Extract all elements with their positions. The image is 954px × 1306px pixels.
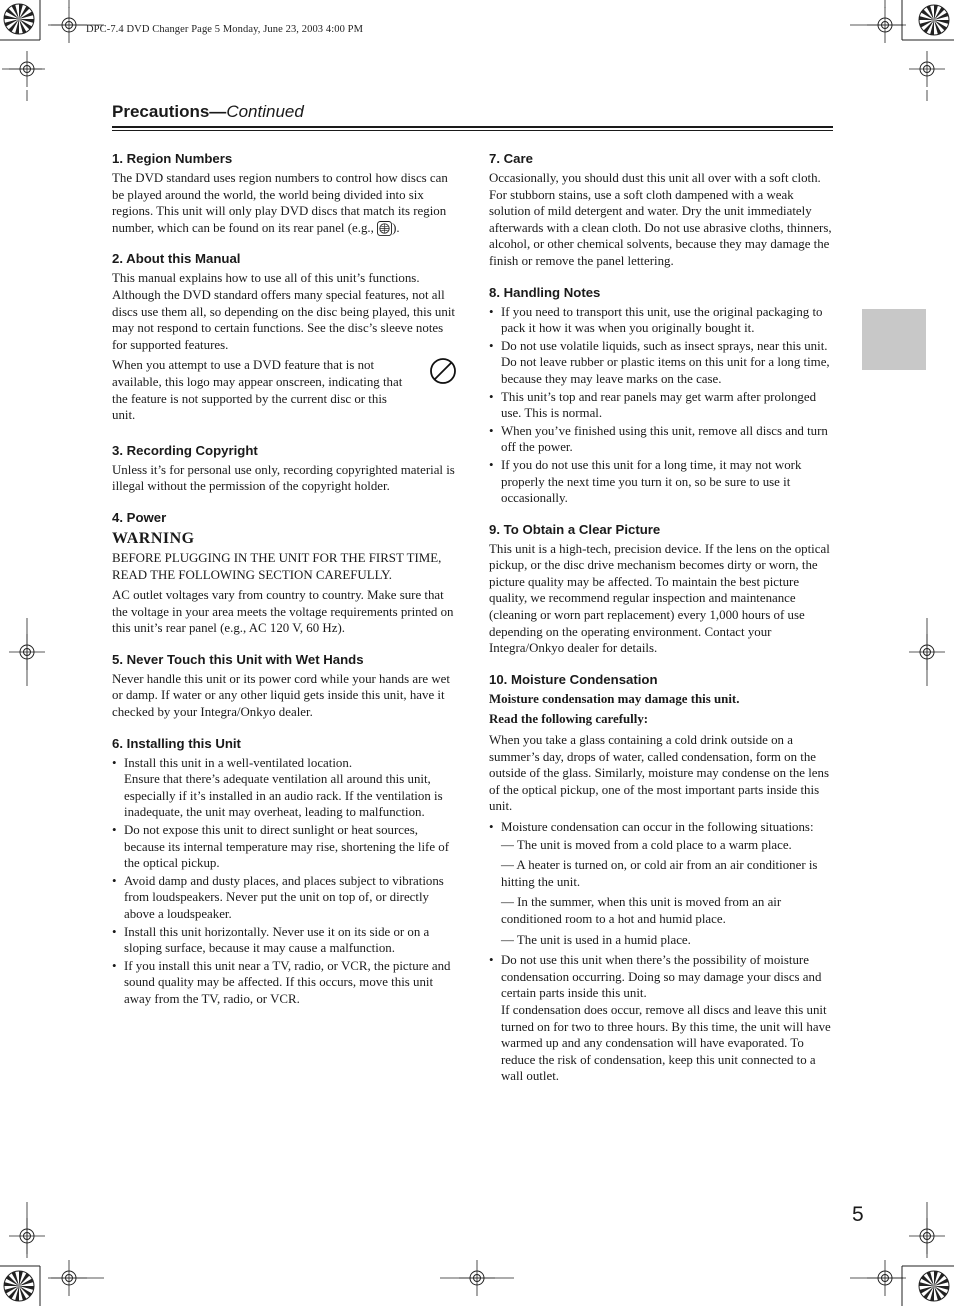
heading-moisture: 10. Moisture Condensation	[489, 671, 658, 687]
prohibited-icon	[429, 357, 457, 385]
moisture-situation-2: — A heater is turned on, or cold air from an air conditioner is hitting the unit.	[501, 858, 818, 889]
moisture-b2-sub: If condensation does occur, remove all discs and leave this unit turned on for two to three hours. By this time, the unit will have warmed up and any condensation will have evaporated. To reduce the risk of condensation, keep this unit connected to a wall outlet.	[501, 1002, 831, 1084]
region-numbers-text	[112, 170, 457, 236]
list-item	[489, 952, 835, 1085]
clear-picture-p1: This unit is a high-tech, precision device. If the lens on the optical pickup, or the disc drive mechanism becomes dirty or worn, the picture quality may be affected. To maintain the best picture quality, we recommend regular inspection and maintenance (cleaning or worn part replacement) every 1,000 hours of use depending on the operating environment. Contact your Integra/Onkyo dealer for details.	[489, 541, 830, 656]
list-item: • Do not expose this unit to direct sunlight or heat sources, because its internal temperature may rise, shortening the life of the optical pickup.	[112, 822, 457, 872]
right-column	[489, 150, 835, 1099]
moisture-bold-2: Read the following carefully:	[489, 712, 649, 727]
recording-copyright-p1: Unless it’s for personal use only, recording copyrighted material is illegal without the permission of the copyright holder.	[112, 462, 455, 494]
section-clear-picture	[489, 521, 835, 657]
about-manual-p1: This manual explains how to use all of this unit’s functions. Although the DVD standard offers many special features, not all discs use them all, so depending on the disc being played, this unit may not respond to certain functions. See the disc’s sleeve notes for supported features.	[112, 271, 455, 352]
list-item: • When you’ve finished using this unit, remove all discs and turn off the power.	[489, 423, 835, 456]
section-tab-marker	[862, 309, 926, 370]
moisture-situation-3: — In the summer, when this unit is moved from an air conditioned room to a hot and humid place.	[501, 895, 782, 926]
wet-hands-p1: Never handle this unit or its power cord while your hands are wet or damp. If water or any other liquid gets inside this unit, have it checked by your Integra/Onkyo dealer.	[112, 671, 450, 720]
warning-label: WARNING	[112, 529, 195, 547]
list-item	[112, 755, 457, 821]
heading-handling-notes: 8. Handling Notes	[489, 284, 601, 300]
handling-list	[489, 304, 835, 507]
page-number: 5	[852, 1203, 864, 1226]
heading-care: 7. Care	[489, 151, 533, 166]
region-text: The DVD standard uses region numbers to control how discs can be played around the world, the world being divided into six regions. This unit will only play DVD discs that match its region number, which can be found on its rear panel (e.g.,	[112, 171, 448, 235]
left-column	[112, 150, 457, 1022]
heading-region-numbers: 1. Region Numbers	[112, 151, 233, 166]
about-manual-p2: When you attempt to use a DVD feature that is not available, this logo may appear onscreen, indicating that the feature is not supported by the current disc or this unit.	[112, 358, 403, 423]
list-item: • Install this unit horizontally. Never use it on its side or on a sloping surface, because it may cause a malfunction.	[112, 924, 457, 957]
heading-about-manual: 2. About this Manual	[112, 251, 241, 267]
moisture-situation-4: — The unit is used in a humid place.	[501, 932, 691, 947]
section-recording-copyright	[112, 442, 457, 495]
section-power	[112, 509, 457, 637]
power-p2: AC outlet voltages vary from country to country. Make sure that the voltage in your area meets the voltage requirements printed on this unit’s rear panel (e.g., AC 120 V, 60 Hz).	[112, 588, 454, 636]
section-moisture	[489, 671, 835, 1085]
power-p1: BEFORE PLUGGING IN THE UNIT FOR THE FIRST TIME, READ THE FOLLOWING SECTION CAREFULLY.	[112, 550, 442, 582]
page-title	[112, 102, 304, 122]
section-installing	[112, 735, 457, 1008]
title-main: Precautions—	[112, 102, 227, 121]
unsupported-feature-row	[112, 357, 457, 427]
heading-wet-hands: 5. Never Touch this Unit with Wet Hands	[112, 651, 364, 667]
section-about-manual	[112, 250, 457, 427]
list-item: • Do not use volatile liquids, such as insect sprays, near this unit. Do not leave rubber or plastic items on this unit for a long time, because they may leave marks on the case.	[489, 338, 835, 388]
list-item: • If you need to transport this unit, use the original packaging to pack it how it was when you originally bought it.	[489, 304, 835, 337]
heading-installing: 6. Installing this Unit	[112, 735, 241, 751]
print-header: DPC-7.4 DVD Changer Page 5 Monday, June 23, 2003 4:00 PM	[86, 24, 364, 35]
heading-recording-copyright: 3. Recording Copyright	[112, 442, 258, 458]
moisture-p1: When you take a glass containing a cold drink outside on a summer’s day, drops of water, called condensation, form on the outside of the glass. Similarly, moisture may condense on the lens of the optical pickup, one of the most important parts inside this unit.	[489, 733, 829, 814]
title-rule-thick	[112, 126, 833, 128]
list-item: • If you install this unit near a TV, radio, or VCR, the picture and sound quality may be affected. If this occurs, move this unit away from the TV, radio, or VCR.	[112, 958, 457, 1008]
installing-list	[112, 755, 457, 1008]
section-care	[489, 150, 835, 270]
region-globe-icon	[377, 221, 392, 236]
list-item: • If you do not use this unit for a long time, it may not work properly the next time you turn it on, so be sure to use it occasionally.	[489, 457, 835, 507]
list-item: • Avoid damp and dusty places, and places subject to vibrations from loudspeakers. Never put the unit on top of, or directly above a loudspeaker.	[112, 873, 457, 923]
moisture-situation-1: — The unit is moved from a cold place to a warm place.	[501, 837, 792, 852]
moisture-b2: Do not use this unit when there’s the possibility of moisture condensation occurring. Doing so may damage your discs and certain parts inside this unit.	[501, 953, 822, 1001]
install-b1-sub: Ensure that there’s adequate ventilation all around this unit, especially if it’s installed in an audio rack. If the ventilation is inadequate, the unit may overheat, leading to malfunction.	[124, 772, 443, 820]
moisture-bold-1: Moisture condensation may damage this unit.	[489, 691, 740, 706]
title-continued: Continued	[226, 102, 304, 121]
list-item: • This unit’s top and rear panels may get warm after prolonged use. This is normal.	[489, 389, 835, 422]
moisture-b1: Moisture condensation can occur in the following situations:	[501, 820, 814, 834]
region-text-end: ).	[392, 220, 400, 235]
section-region-numbers	[112, 150, 457, 236]
list-item	[489, 819, 835, 948]
care-p1: Occasionally, you should dust this unit all over with a soft cloth. For stubborn stains, use a soft cloth dampened with a weak solution of mild detergent and water. Dry the unit immediately afterwards with a clean cloth. Do not use abrasive cloths, thinners, alcohol, or other chemical solvents, because they may damage the finish or remove the panel lettering.	[489, 171, 832, 268]
moisture-list	[489, 819, 835, 1085]
heading-power: 4. Power	[112, 509, 167, 525]
section-handling-notes	[489, 284, 835, 507]
title-rule-thin	[112, 130, 833, 131]
section-wet-hands	[112, 651, 457, 721]
heading-clear-picture: 9. To Obtain a Clear Picture	[489, 521, 661, 537]
install-b1: Install this unit in a well-ventilated location.	[124, 755, 353, 770]
